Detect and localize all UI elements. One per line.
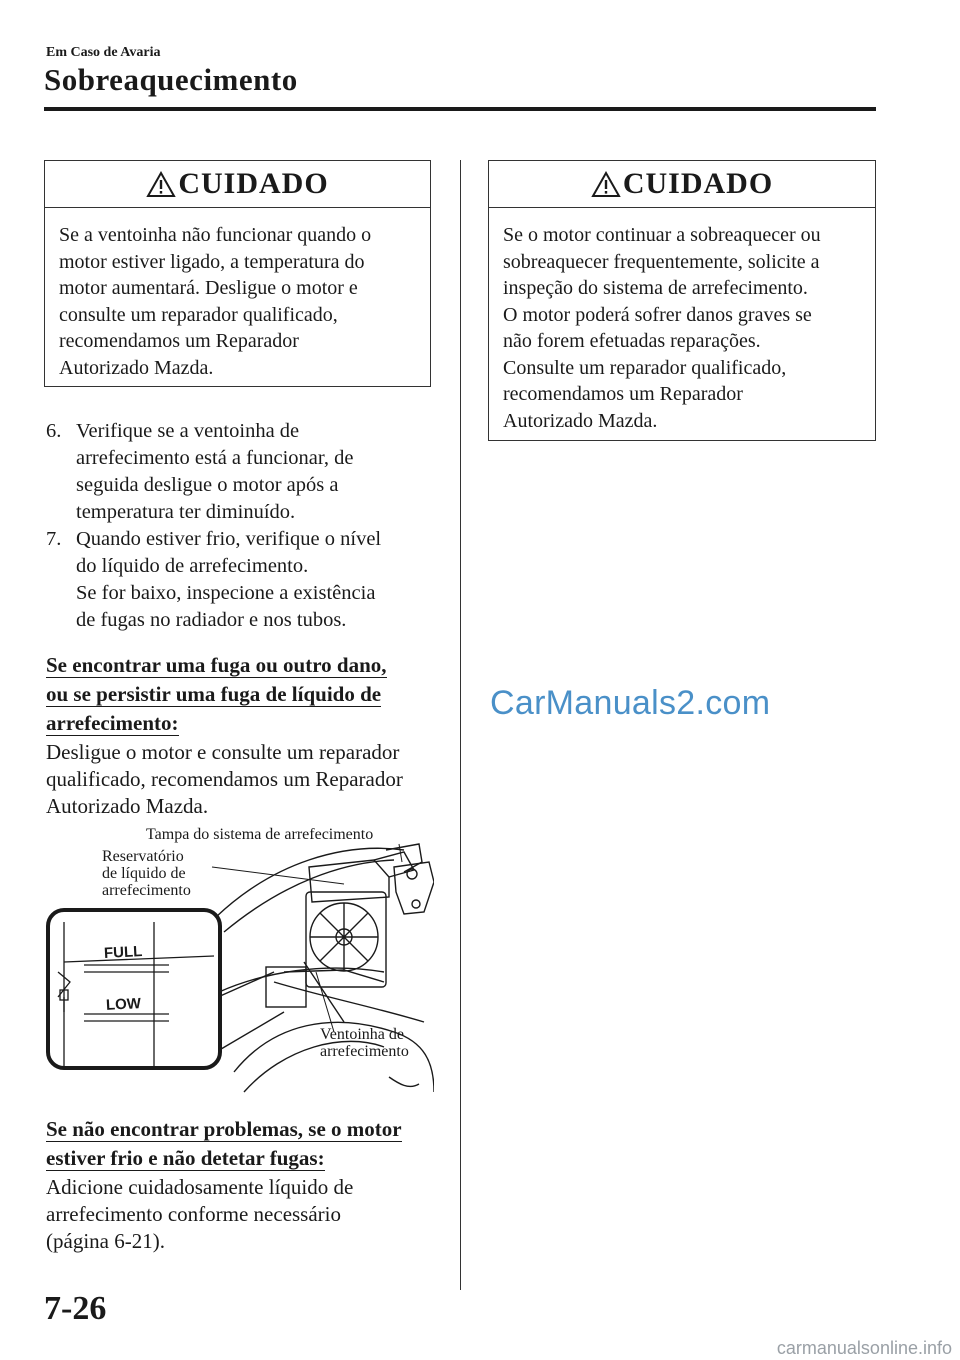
label-coolant-cap: Tampa do sistema de arrefecimento — [146, 826, 374, 843]
caution-box-right — [488, 160, 876, 441]
caution-line: consulte um reparador qualificado, — [59, 303, 338, 326]
caution-line: Autorizado Mazda. — [59, 356, 214, 379]
caution-header — [45, 161, 430, 208]
heading-line: Se encontrar uma fuga ou outro dano, — [46, 653, 387, 677]
step-text — [76, 526, 381, 634]
body-line: qualificado, recomendamos um Reparador — [46, 767, 403, 791]
step-line: Quando estiver frio, verifique o nível — [76, 528, 382, 550]
heading-line: arrefecimento: — [46, 711, 179, 735]
watermark-logo: CarManuals2.com — [490, 684, 771, 722]
step-line: seguida desligue o motor após a — [76, 474, 339, 496]
column-divider — [460, 160, 461, 1290]
page-title: Sobreaquecimento — [44, 62, 298, 97]
header-rule — [44, 107, 876, 111]
footer-watermark: carmanualsonline.info — [776, 1338, 952, 1358]
caution-line: Se o motor continuar a sobreaquecer ou — [503, 224, 821, 246]
caution-line: motor aumentará. Desligue o motor e — [59, 277, 358, 299]
step-line: do líquido de arrefecimento. — [76, 555, 309, 577]
step-line: arrefecimento está a funcionar, de — [76, 447, 354, 469]
level-full-mark: FULL — [103, 943, 143, 962]
caution-line: O motor poderá sofrer danos graves se — [503, 303, 812, 326]
leak-body — [46, 739, 446, 820]
label-line: Ventoinha de — [320, 1026, 404, 1043]
caution-line: inspeção do sistema de arrefecimento. — [503, 277, 808, 299]
noleak-heading — [46, 1116, 446, 1174]
label-coolant-reservoir — [102, 848, 191, 899]
noleak-section — [46, 1116, 446, 1255]
caution-header — [489, 161, 875, 208]
step-line: de fugas no radiador e nos tubos. — [76, 609, 347, 631]
caution-text — [489, 208, 875, 434]
caution-label: CUIDADO — [622, 167, 774, 200]
step-text — [76, 418, 353, 526]
label-line: arrefecimento — [102, 882, 191, 899]
caution-line: sobreaquecer frequentemente, solicite a — [503, 250, 820, 273]
caution-label: CUIDADO — [178, 167, 329, 200]
body-line: arrefecimento conforme necessário — [46, 1202, 342, 1226]
step-line: Verifique se a ventoinha de — [76, 420, 300, 442]
step-number: 6. — [46, 420, 62, 442]
body-line: (página 6-21). — [46, 1229, 165, 1253]
caution-text — [45, 208, 430, 381]
caution-line: recomendamos um Reparador — [503, 383, 743, 405]
heading-line: ou se persistir uma fuga de líquido de — [46, 682, 382, 706]
engine-figure — [44, 822, 434, 1112]
body-line: Desligue o motor e consulte um reparador — [46, 740, 400, 764]
warning-triangle-icon — [591, 171, 621, 198]
leak-heading — [46, 652, 446, 739]
step-item — [46, 418, 446, 526]
body-line: Adicione cuidadosamente líquido de — [46, 1175, 354, 1199]
caution-line: motor estiver ligado, a temperatura do — [59, 250, 365, 273]
step-line: temperatura ter diminuído. — [76, 501, 296, 523]
caution-box-left — [44, 160, 431, 387]
label-line: de líquido de — [102, 865, 186, 882]
body-line: Autorizado Mazda. — [46, 794, 209, 818]
step-item — [46, 526, 446, 634]
section-title: Em Caso de Avaria — [46, 45, 161, 60]
noleak-body — [46, 1174, 446, 1255]
page-number: 7-26 — [44, 1290, 107, 1327]
caution-line: Autorizado Mazda. — [503, 409, 658, 432]
label-line: arrefecimento — [320, 1043, 409, 1060]
step-number: 7. — [46, 528, 62, 550]
procedure-steps — [46, 418, 446, 820]
caution-line: recomendamos um Reparador — [59, 330, 299, 352]
heading-line: Se não encontrar problemas, se o motor — [46, 1117, 402, 1141]
level-low-mark: LOW — [105, 995, 142, 1014]
caution-line: não forem efetuadas reparações. — [503, 330, 761, 352]
step-line: Se for baixo, inspecione a existência — [76, 582, 376, 604]
label-line: Reservatório — [102, 848, 184, 865]
caution-line: Se a ventoinha não funcionar quando o — [59, 224, 372, 246]
label-cooling-fan — [320, 1026, 409, 1060]
heading-line: estiver frio e não detetar fugas: — [46, 1146, 325, 1170]
caution-line: Consulte um reparador qualificado, — [503, 356, 787, 379]
warning-triangle-icon — [146, 171, 176, 198]
